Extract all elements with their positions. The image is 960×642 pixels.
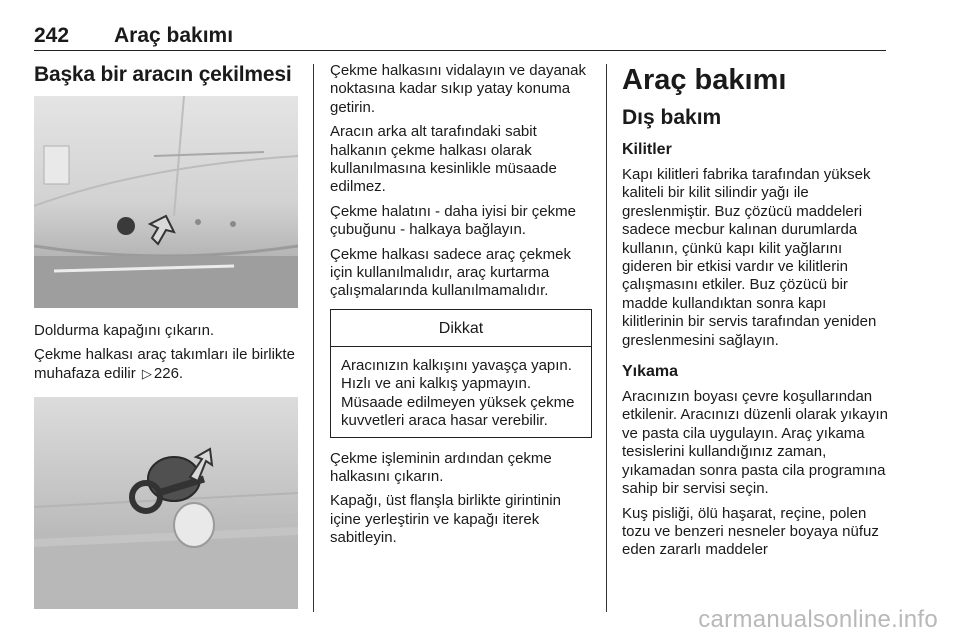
- text-paragraph: Kapı kilitleri fabrika tarafından yüksek kaliteli bir kilit silindir yağı ile greslenmiştir. Buz çözücü maddeleri sadece mecbur kalınan durumlarda kullanın, çünkü kapı kilit yağlarını gideren bir etkisi vardır ve kilitlerin çalışmasını etkiler. Buz çözücü bir madde kullandıktan sonra kapı kilitlerinin bir servis tarafından yeniden greslenmesini sağlayın.: [622, 166, 877, 349]
- text-paragraph: Çekme halkası sadece araç çekmek için kullanılmalıdır, araç kurtarma çalışmalarında kullanılmamalıdır.: [330, 245, 571, 300]
- page-header: [34, 22, 886, 51]
- chapter-heading: Araç bakımı: [622, 64, 787, 96]
- subsection-heading: Yıkama: [622, 363, 679, 381]
- photo-towing-eye: [34, 397, 298, 609]
- text-paragraph: Çekme halatını - daha iyisi bir çekme çubuğunu - halkaya bağlayın.: [330, 202, 576, 239]
- subsection-heading: Kilitler: [622, 141, 672, 158]
- chapter-title: Araç bakımı: [114, 24, 234, 47]
- warning-box: [330, 309, 592, 438]
- text-paragraph: Kapağı, üst flanşla birlikte girintinin içine yerleştirin ve kapağı iterek sabitleyin.: [330, 492, 561, 547]
- triangle-ref-icon: ▷: [141, 365, 152, 381]
- section-title: Başka bir aracın çekilmesi: [34, 63, 292, 86]
- text-paragraph: Çekme halkasını vidalayın ve dayanak noktasına kadar sıkıp yatay konuma getirin.: [330, 62, 586, 116]
- text-span: Çekme halkası araç takımları ile birlikte muhafaza edilir: [34, 346, 295, 382]
- column-divider: [606, 64, 607, 612]
- text-paragraph: Çekme işleminin ardından çekme halkasını çıkarın.: [330, 449, 552, 485]
- warning-body: Aracınızın kalkışını yavaşça yapın. Hızlı ve ani kalkış yapmayın. Müsaade edilmeyen yüksek çekme kuvvetleri araca hasar verebilir.: [341, 356, 575, 430]
- watermark: carmanualsonline.info: [698, 606, 938, 633]
- photo-rear-bumper: [34, 96, 298, 308]
- page-number: 242: [34, 24, 70, 47]
- column-3: [622, 62, 888, 566]
- column-1: [34, 62, 298, 609]
- text-paragraph: Kuş pisliği, ölü haşarat, reçine, polen tozu ve benzeri nesneler boyaya nüfuz eden zararlı maddeler: [622, 504, 879, 559]
- text-paragraph: Aracın arka alt tarafındaki sabit halkanın çekme halkası olarak kullanılmasına kesinlikle müsaade edilmez.: [330, 123, 557, 196]
- text-paragraph: [34, 346, 298, 383]
- text-paragraph: Aracınızın boyası çevre koşullarından etkilenir. Aracınızı düzenli olarak yıkayın ve pasta cila uygulayın. Araç yıkama tesislerini kullandığınız zaman, yıkamadan sonra pasta cila programına sahip bir servisi seçin.: [622, 388, 888, 498]
- warning-title: Dikkat: [331, 310, 591, 347]
- page-ref: 226.: [153, 364, 184, 382]
- section-heading: Dış bakım: [622, 106, 722, 129]
- text-paragraph: Doldurma kapağını çıkarın.: [34, 322, 215, 339]
- column-2: [330, 62, 592, 554]
- column-divider: [313, 64, 314, 612]
